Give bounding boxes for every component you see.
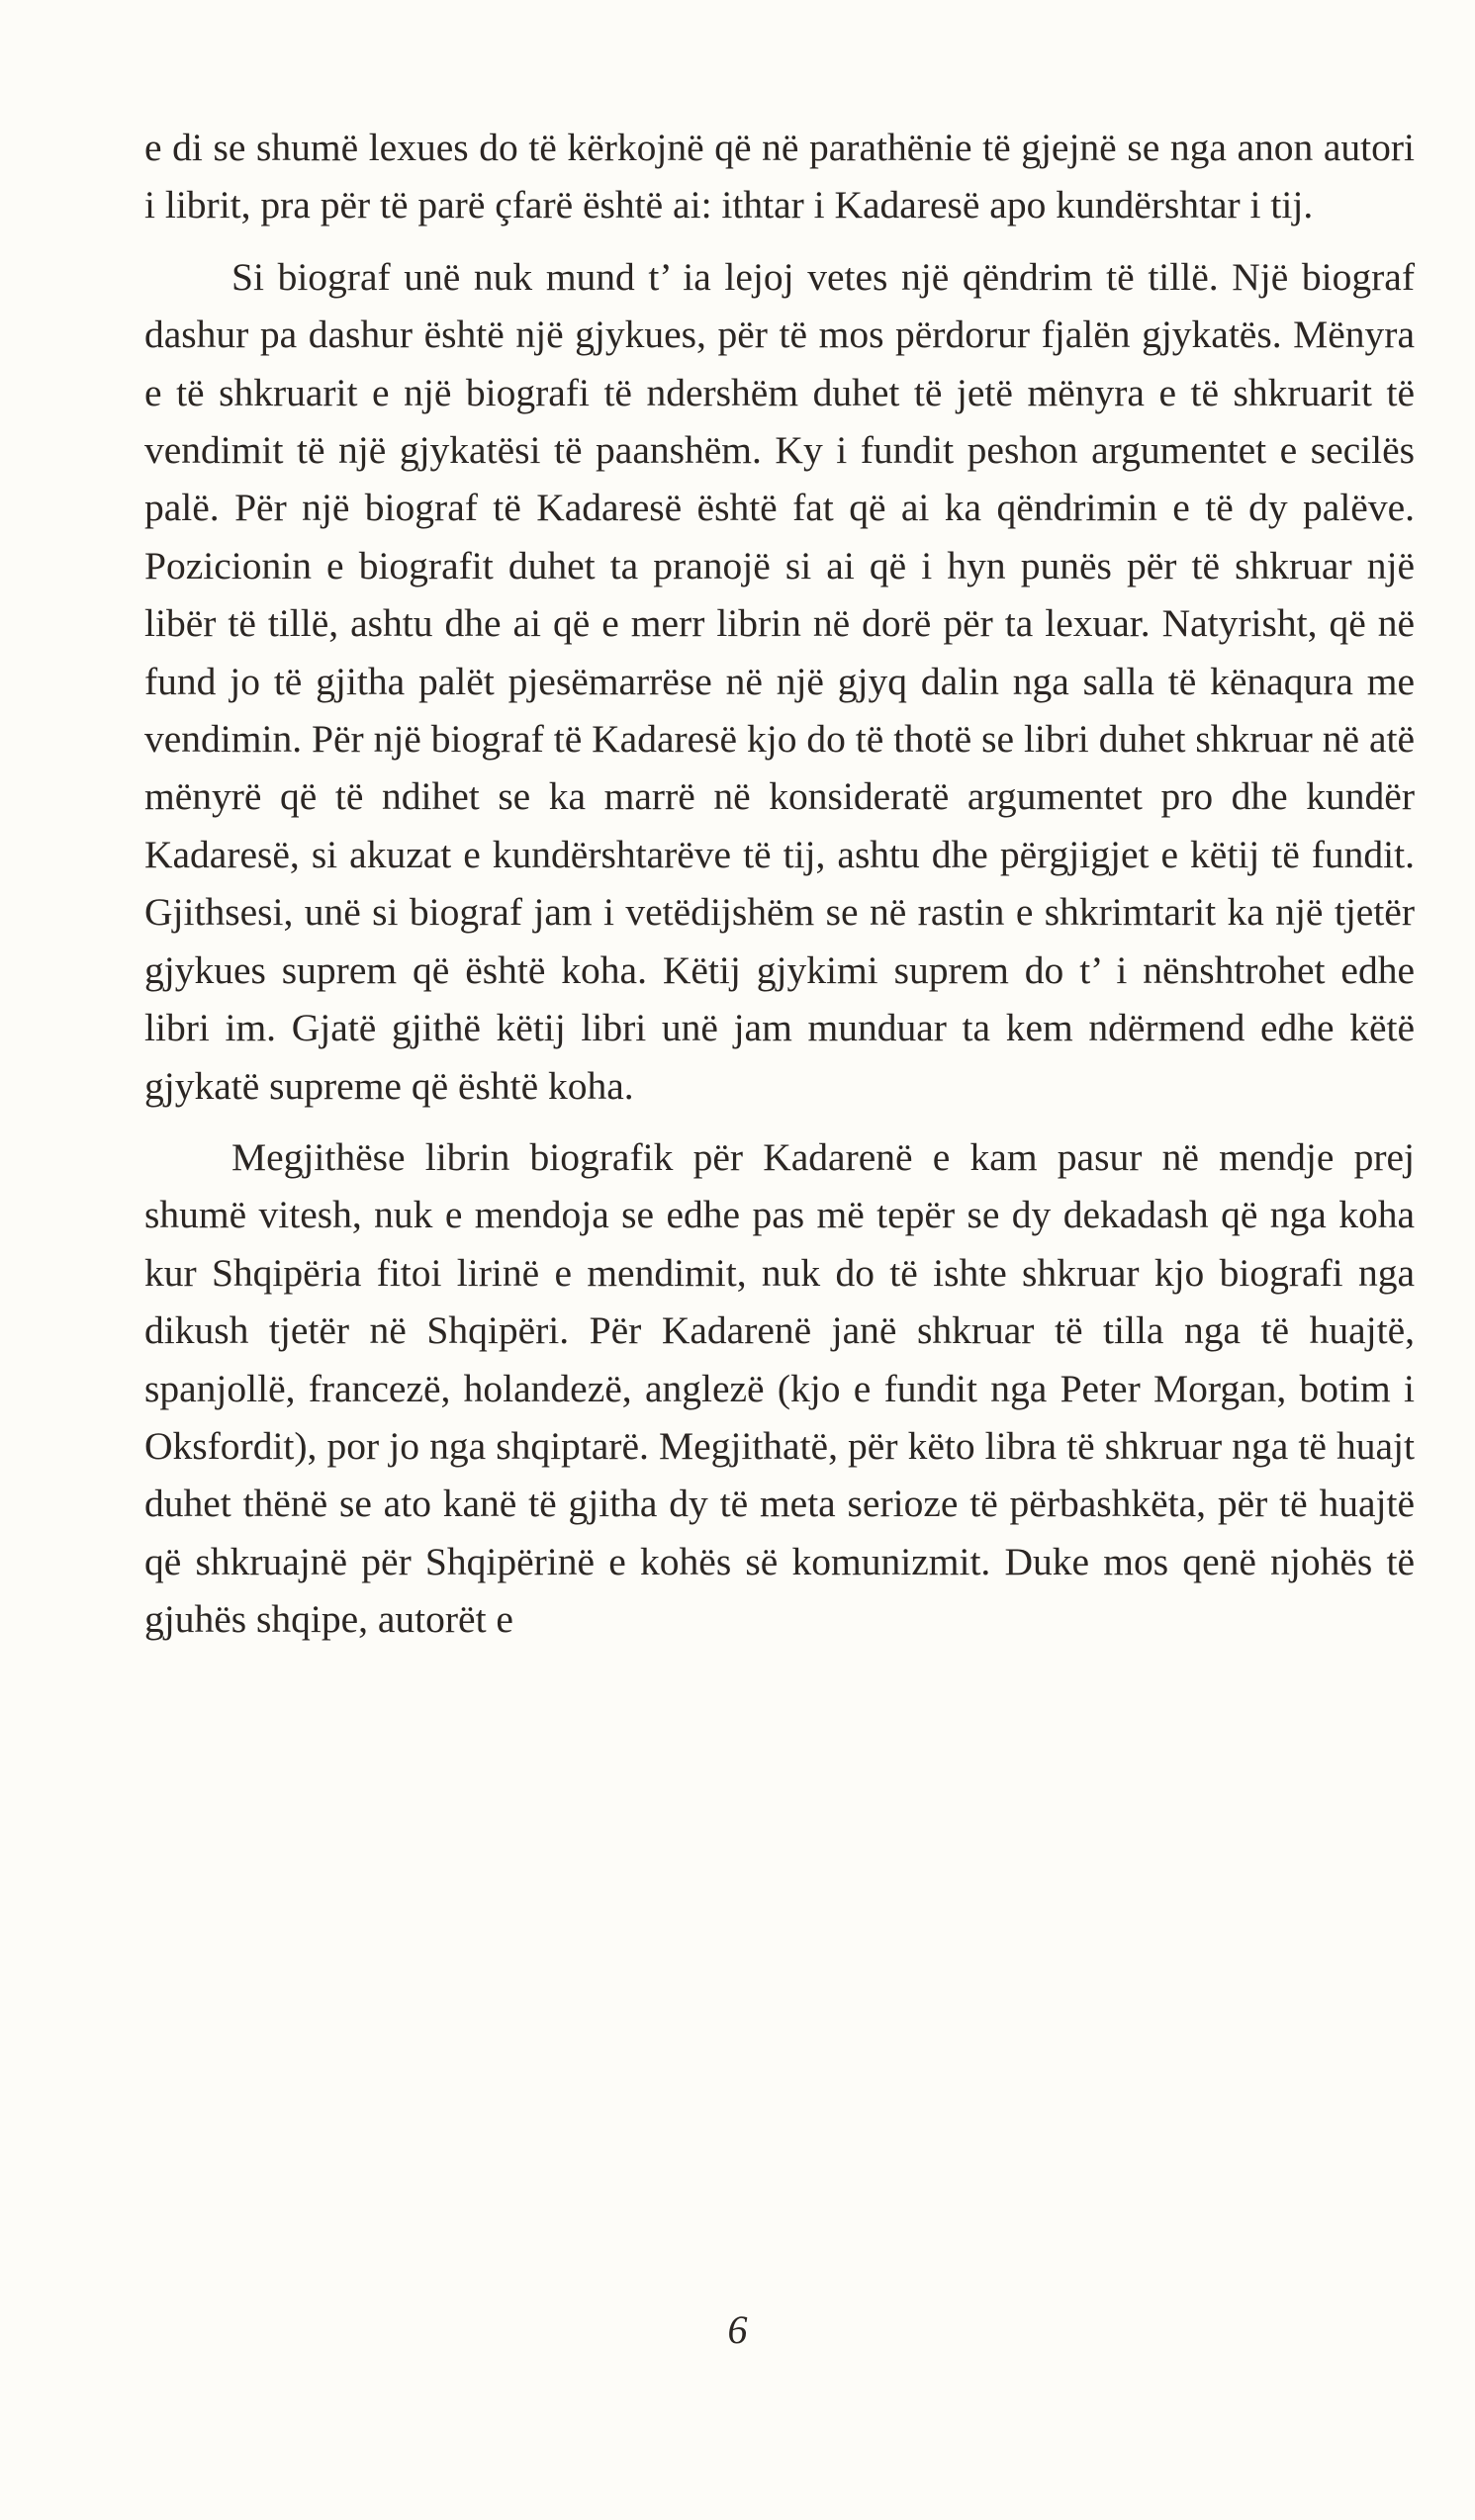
paragraph-biography-origins: Megjithëse librin biografik për Kadarenë e kam pasur në mendje prej shumë vitesh, nuk e mendoja se edhe pas më tepër se dy dekadash që nga koha kur Shqipëria fitoi lirinë e mendimit, nuk do të ishte shkruar kjo biografi nga dikush tjetër në Shqipëri. Për Kadarenë janë shkruar të tilla nga të huajtë, spanjollë, francezë, holandezë, anglezë (kjo e fundit nga Peter Morgan, botim i Oksfordit), por jo nga shqiptarë. Megjithatë, për këto libra të shkruar nga të huajt duhet thënë se ato kanë të gjitha dy të meta serioze të përbashkëta, për të huajtë që shkruajnë për Shqipërinë e kohës së komunizmit. Duke mos qenë njohës të gjuhës shqipe, autorët e [144, 1134, 1415, 1642]
paragraph-continued: e di se shumë lexues do të kërkojnë që në parathënie të gjejnë se nga anon autori i librit, pra për të parë çfarë është ai: ithtar i Kadaresë apo kundërshtar i tij. [144, 126, 1415, 227]
page-number: 6 [727, 2307, 748, 2352]
paragraph-biographer-stance: Si biograf unë nuk mund t’ ia lejoj vetes një qëndrim të tillë. Një biograf dashur pa dashur është një gjykues, për të mos përdorur fjalën gjykatës. Mënyra e të shkruarit e një biografi të ndershëm duhet të jetë mënyra e të shkruarit të vendimit të një gjykatësi të paanshëm. Ky i fundit peshon argumentet e secilës palë. Për një biograf të Kadaresë është fat që ai ka qëndrimin e të dy palëve. Pozicionin e biografit duhet ta pranojë si ai që i hyn punës për të shkruar një libër të tillë, ashtu dhe ai që e merr librin në dorë për ta lexuar. Natyrisht, që në fund jo të gjitha palët pjesëmarrëse në një gjyq dalin nga salla të kënaqura me vendimin. Për një biograf të Kadaresë kjo do të thotë se libri duhet shkruar në atë mënyrë që të ndihet se ka marrë në konsideratë argumentet pro dhe kundër Kadaresë, si akuzat e kundërshtarëve të tij, ashtu dhe përgjigjet e këtij të fundit. Gjithsesi, unë si biograf jam i vetëdijshëm se në rastin e shkrimtarit ka një tjetër gjykues suprem që është koha. Këtij gjykimi suprem do t’ i nënshtrohet edhe libri im. Gjatë gjithë këtij libri unë jam munduar ta kem ndërmend edhe këtë gjykatë supreme që është koha. [144, 254, 1415, 1108]
body-text [144, 119, 1415, 1649]
